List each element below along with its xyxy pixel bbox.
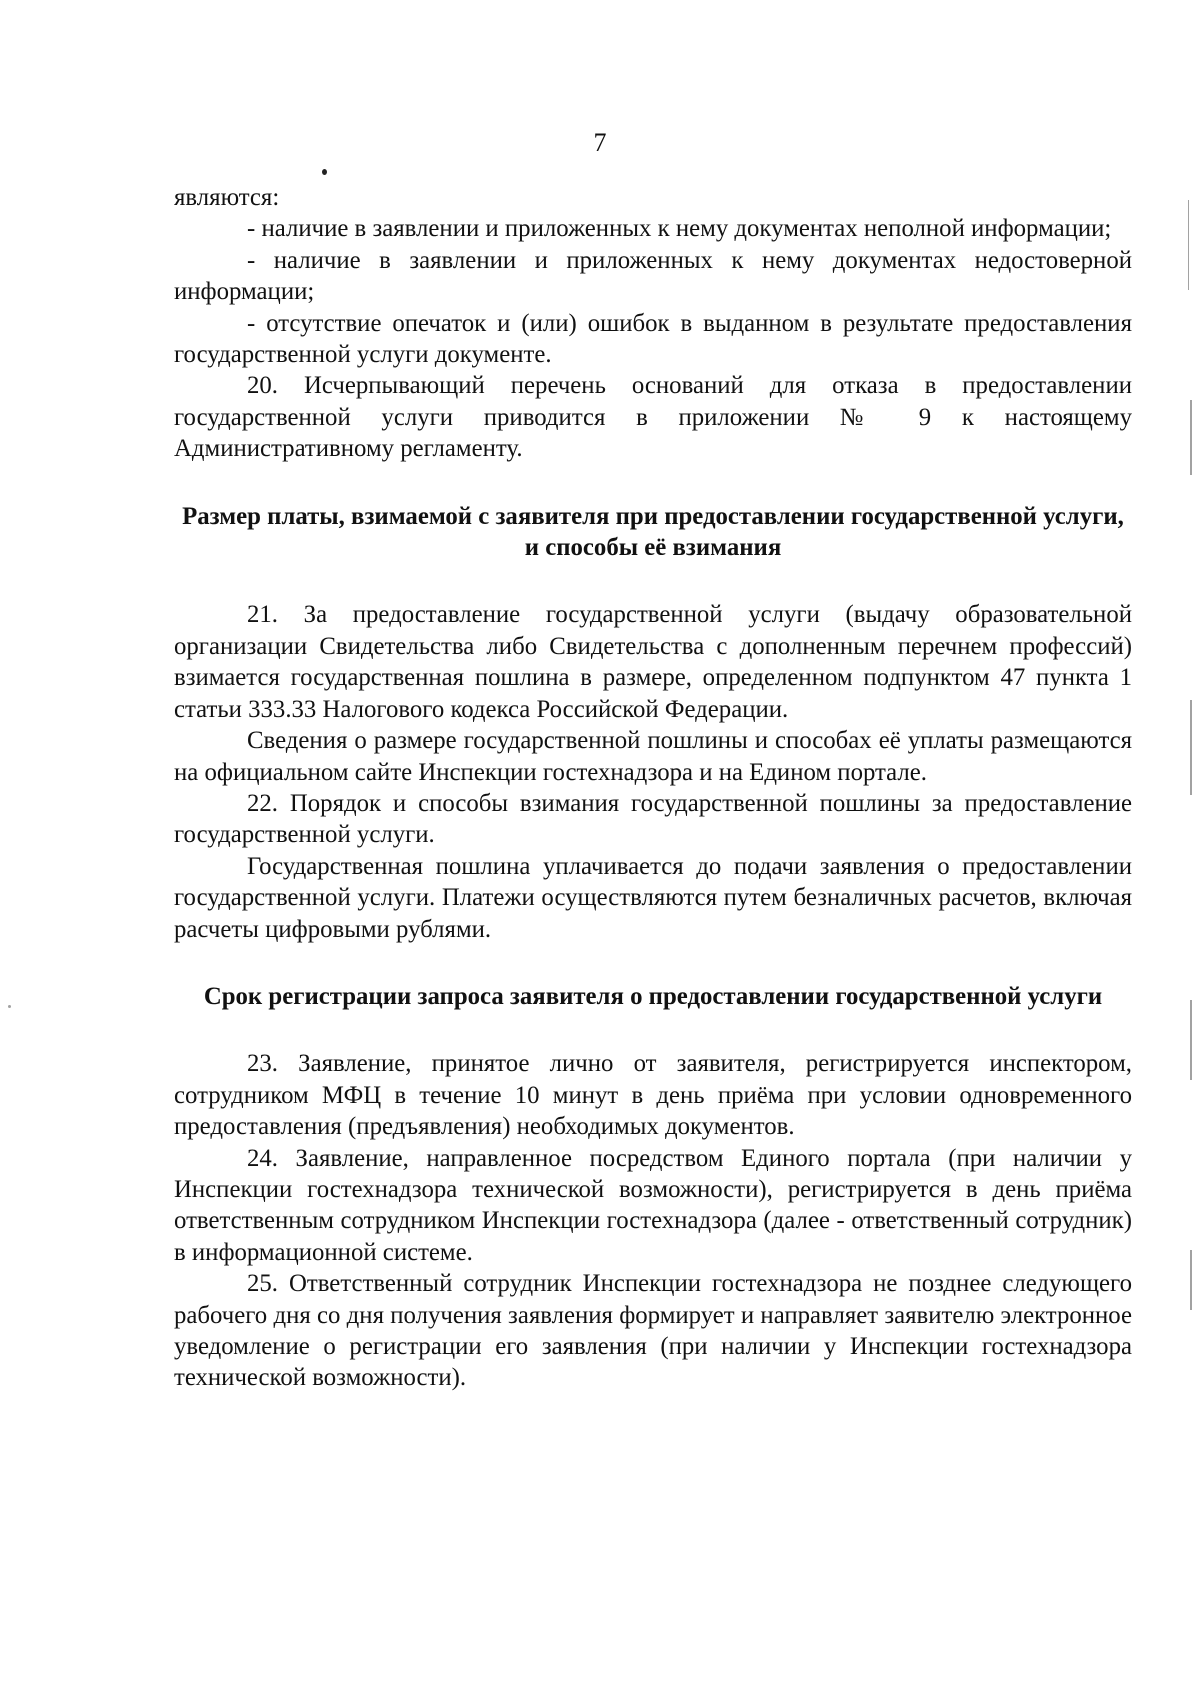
scan-edge-mark	[1190, 700, 1192, 795]
paragraph-continuation: являются:	[174, 184, 280, 211]
scan-edge-mark	[1190, 400, 1192, 475]
paragraph-payment: Государственная пошлина уплачивается до подачи заявления о предоставлении государственной услуги. Платежи осуществляются путем безналичных расчетов, включая расчеты цифровыми рублями.	[174, 852, 1132, 943]
scan-dot	[322, 169, 327, 175]
paragraph-25: 25. Ответственный сотрудник Инспекции гостехнадзора не позднее следующего рабочего дня со дня получения заявления формирует и направляет заявителю электронное уведомление о регистрации его заявления (при наличии у Инспекции гостехнадзора технической возможности).	[174, 1270, 1132, 1392]
scan-edge-mark	[1188, 200, 1189, 290]
scan-edge-mark	[1190, 1250, 1192, 1310]
paragraph-20: 20. Исчерпывающий перечень оснований для отказа в предоставлении государственной услуги приводится в приложении № 9 к настоящему Административному регламенту.	[174, 372, 1132, 463]
paragraph-24: 24. Заявление, направленное посредством Единого портала (при наличии у Инспекции гостехнадзора технической возможности), регистрируется в день приёма ответственным сотрудником Инспекции гостехнадзора (далее - ответственный сотрудник) в информационной системе.	[174, 1144, 1132, 1266]
document-body	[174, 182, 1132, 1394]
list-item-false-info: - наличие в заявлении и приложенных к нему документах недостоверной информации;	[174, 246, 1132, 306]
paragraph-21: 21. За предоставление государственной услуги (выдачу образовательной организации Свидетельства либо Свидетельства с дополненным перечнем профессий) взимается государственная пошлина в размере, определенном подпунктом 47 пункта 1 статьи 333.33 Налогового кодекса Российской Федерации.	[174, 601, 1132, 723]
list-item-incomplete-info: - наличие в заявлении и приложенных к нему документах неполной информации;	[247, 215, 1112, 243]
list-item-no-typos: - отсутствие опечаток и (или) ошибок в выданном в результате предоставления государственной услуги документе.	[174, 309, 1132, 369]
paragraph-23: 23. Заявление, принятое лично от заявителя, регистрируется инспектором, сотрудником МФЦ в течение 10 минут в день приёма при условии одновременного предоставления (предъявления) необходимых документов.	[174, 1050, 1132, 1141]
section-heading-registration: Срок регистрации запроса заявителя о предоставлении государственной услуги	[203, 982, 1103, 1010]
paragraph-22: 22. Порядок и способы взимания государственной пошлины за предоставление государственной услуги.	[174, 789, 1132, 849]
section-heading-fee: Размер платы, взимаемой с заявителя при предоставлении государственной услуги, и способы её взимания	[182, 502, 1124, 562]
page-number: 7	[593, 128, 607, 157]
paragraph-fee-info: Сведения о размере государственной пошлины и способах её уплаты размещаются на официальном сайте Инспекции гостехнадзора и на Едином портале.	[174, 727, 1132, 786]
scan-edge-mark	[8, 1005, 11, 1008]
scan-edge-mark	[1190, 1000, 1192, 1080]
